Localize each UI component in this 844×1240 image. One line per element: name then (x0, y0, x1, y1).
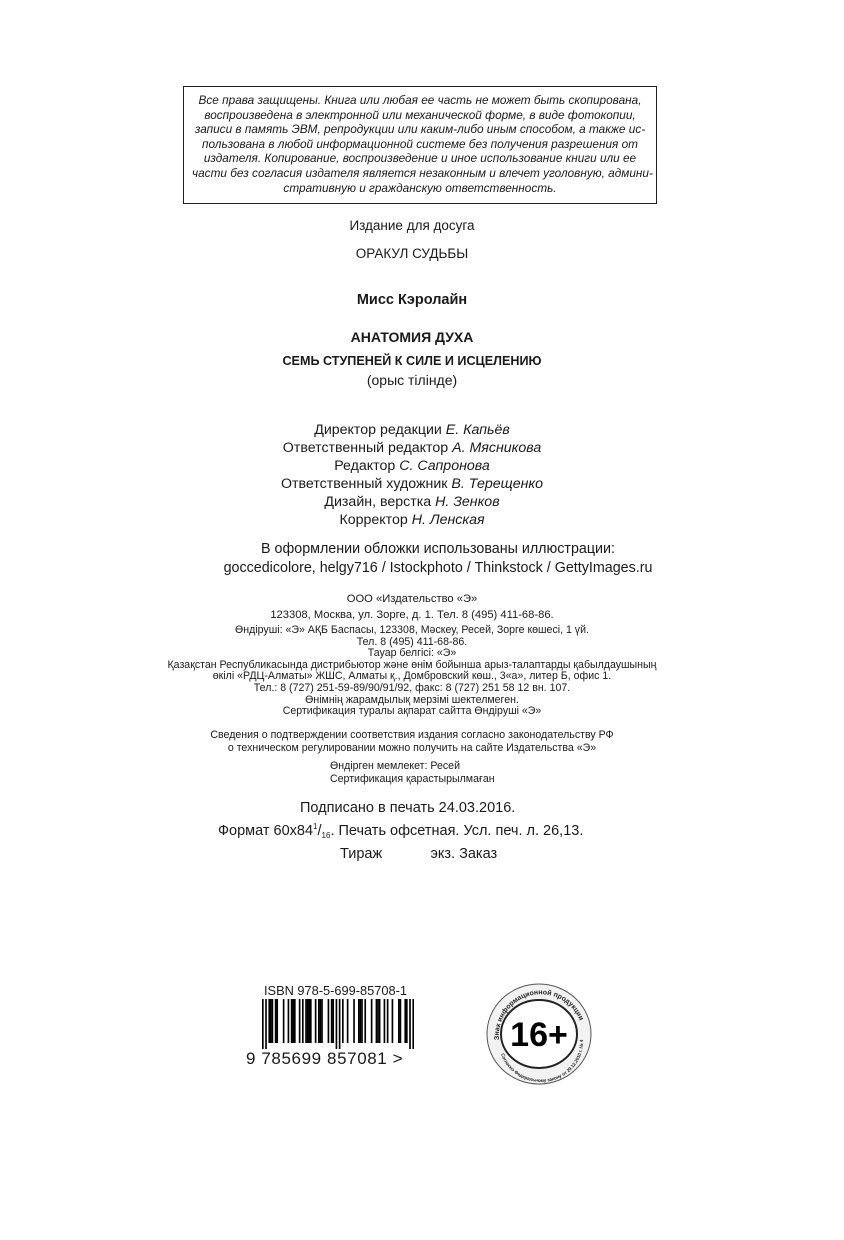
barcode-bar (315, 999, 317, 1043)
rights-line: части без согласия издателя является незаконным и влечет уголовную, админи- (192, 165, 653, 180)
illustrations-line: В оформлении обложки использованы иллюстрации: (261, 541, 615, 557)
language-note: (орыс тілінде) (366, 372, 458, 388)
barcode-bar (379, 999, 381, 1043)
barcode-bar (270, 999, 272, 1043)
barcode-bar (384, 999, 386, 1043)
edition-type: Издание для досуга (349, 218, 475, 233)
barcode-bar (292, 999, 294, 1043)
barcode-bar (308, 999, 310, 1043)
imprint-line: өкілі «РДЦ-Алматы» ЖШС, Алматы қ., Домбровский көш., 3«а», литер Б, офис 1. (212, 670, 612, 683)
book-subtitle: СЕМЬ СТУПЕНЕЙ К СИЛЕ И ИСЦЕЛЕНИЮ (282, 354, 542, 368)
credit-line: Директор редакции Е. Капьёв (314, 422, 510, 438)
barcode-bar (339, 999, 341, 1049)
imprint-publisher (0, 591, 824, 623)
barcode-bar (265, 999, 267, 1049)
rights-line: издателя. Копирование, воспроизведение и иное использование книги или ее (203, 151, 637, 166)
age-rating-badge (481, 980, 597, 1088)
rights-line: записи в память ЭВМ, репродукции или каким-либо иным способом, а также ис- (194, 122, 646, 137)
circulation-line: Тираж экз. Заказ (340, 846, 498, 862)
imprint-line: Өнімнің жарамдылық мерзімі шектелмеген. (305, 693, 519, 706)
barcode-bar (371, 999, 373, 1043)
rights-line: Все права защищены. Книга или любая ее часть не может быть скопирована, (198, 93, 642, 107)
barcode-bar (291, 999, 293, 1043)
isbn-label: ISBN 978-5-699-85708-1 (264, 983, 407, 998)
badge-bottom-text: Согласно Федеральному закону от 29.12.2010 г. № 4 (500, 1039, 585, 1083)
barcode-bar (294, 999, 296, 1043)
imprint-line: Қазақстан Республикасында дистрибьютор және өнім бойынша арыз-талаптарды қабылдаушының (167, 658, 657, 671)
rights-line: пользована в любой информационной системе без получения разрешения от (202, 136, 638, 151)
imprint-line: Тел. 8 (495) 411-68-86. (356, 635, 468, 648)
barcode-bar (272, 999, 274, 1043)
imprint-line: 123308, Москва, ул. Зорге, д. 1. Тел. 8 (495) 411-68-86. (270, 609, 554, 621)
barcode-bar (353, 999, 355, 1043)
imprint-line: Өндірген мемлекет: Ресей (330, 760, 460, 772)
barcode-bar (302, 999, 304, 1043)
barcode-bar (400, 999, 402, 1043)
imprint-certification (0, 729, 824, 755)
imprint-line: Өндіруші: «Э» АҚБ Баспасы, 123308, Мәскеу, Ресей, Зорге көшесі, 1 үй. (235, 624, 589, 636)
barcode-bar (283, 999, 285, 1043)
illustrations-line: goccedicolore, helgy716 / Istockphoto / Thinkstock / GettyImages.ru (223, 560, 653, 576)
barcode-bar (412, 999, 414, 1049)
barcode-bar (328, 999, 330, 1043)
credit-line: Редактор С. Сапронова (334, 458, 490, 474)
signed-to-print: Подписано в печать 24.03.2016. (300, 800, 516, 816)
credits-block (0, 421, 824, 529)
barcode-bar (331, 999, 333, 1043)
barcode-bar (310, 999, 312, 1043)
barcode-bar (377, 999, 379, 1043)
rights-notice-box (183, 86, 657, 204)
age-rating-text: 16+ (510, 1016, 568, 1054)
barcode-bar (342, 999, 344, 1043)
barcode-bar (358, 999, 360, 1043)
barcode-bar (320, 999, 322, 1043)
barcode-bar (332, 999, 334, 1043)
illustrations-credit (0, 540, 844, 578)
series-name: ОРАКУЛ СУДЬБЫ (355, 246, 469, 261)
credit-line: Ответственный художник В. Терещенко (281, 476, 543, 492)
barcode-bar (321, 999, 323, 1043)
barcode-bar (299, 999, 301, 1043)
imprint-kazakh (0, 625, 824, 718)
imprint-line: ООО «Издательство «Э» (346, 593, 478, 605)
barcode-bar (360, 999, 362, 1043)
barcode-bar (305, 999, 307, 1043)
imprint-line: Сертификация туралы ақпарат сайтта Өндіруші «Э» (282, 705, 542, 718)
barcode-bar (406, 999, 408, 1043)
barcode-bar (275, 999, 277, 1043)
barcode-bar (307, 999, 309, 1043)
isbn-barcode (262, 999, 414, 1049)
barcode-bar (268, 999, 270, 1043)
barcode-bar (376, 999, 378, 1043)
imprint-origin (330, 760, 495, 786)
barcode-bar (398, 999, 400, 1043)
author-name: Мисс Кэролайн (356, 292, 468, 308)
credit-line: Корректор Н. Ленская (339, 512, 485, 528)
barcode-bar (361, 999, 363, 1043)
barcode-bar (409, 999, 411, 1049)
imprint-line: Сертификация қарастырылмаған (330, 773, 495, 785)
barcode-bar (336, 999, 338, 1049)
barcode-bar (364, 999, 366, 1043)
barcode-bar (318, 999, 320, 1043)
barcode-bar (347, 999, 349, 1043)
barcode-bar (288, 999, 290, 1043)
barcode-bar (276, 999, 278, 1043)
credit-line: Ответственный редактор А. Мясникова (282, 440, 542, 456)
barcode-digits: 9 785699 857081 > (246, 1049, 404, 1068)
imprint-line: Тел.: 8 (727) 251-59-89/90/91/92, факс: 8 (727) 251 58 12 вн. 107. (253, 681, 571, 694)
barcode-bar (387, 999, 389, 1043)
print-info (218, 799, 583, 864)
barcode-bar (404, 999, 406, 1043)
format-line: Формат $60х84^1/_{16}$. Печать офсетная. Усл. печ. л. 26,13. (218, 821, 584, 840)
book-title: АНАТОМИЯ ДУХА (350, 329, 474, 345)
rights-line: стративную и гражданскую ответственность. (283, 180, 557, 195)
barcode-bar (262, 999, 264, 1049)
badge-top-text: Знак информационной продукции (493, 989, 585, 1041)
credit-line: Дизайн, верстка Н. Зенков (324, 494, 500, 510)
imprint-line: о техническом регулировании можно получить на сайте Издательства «Э» (227, 742, 597, 754)
barcode-bar (392, 999, 394, 1043)
imprint-line: Тауар белгісі: «Э» (367, 647, 457, 660)
rights-line: воспроизведена в электронной или механической форме, в виде фотокопии, (204, 107, 636, 122)
imprint-line: Сведения о подтверждении соответствия издания согласно законодательству РФ (210, 729, 614, 741)
